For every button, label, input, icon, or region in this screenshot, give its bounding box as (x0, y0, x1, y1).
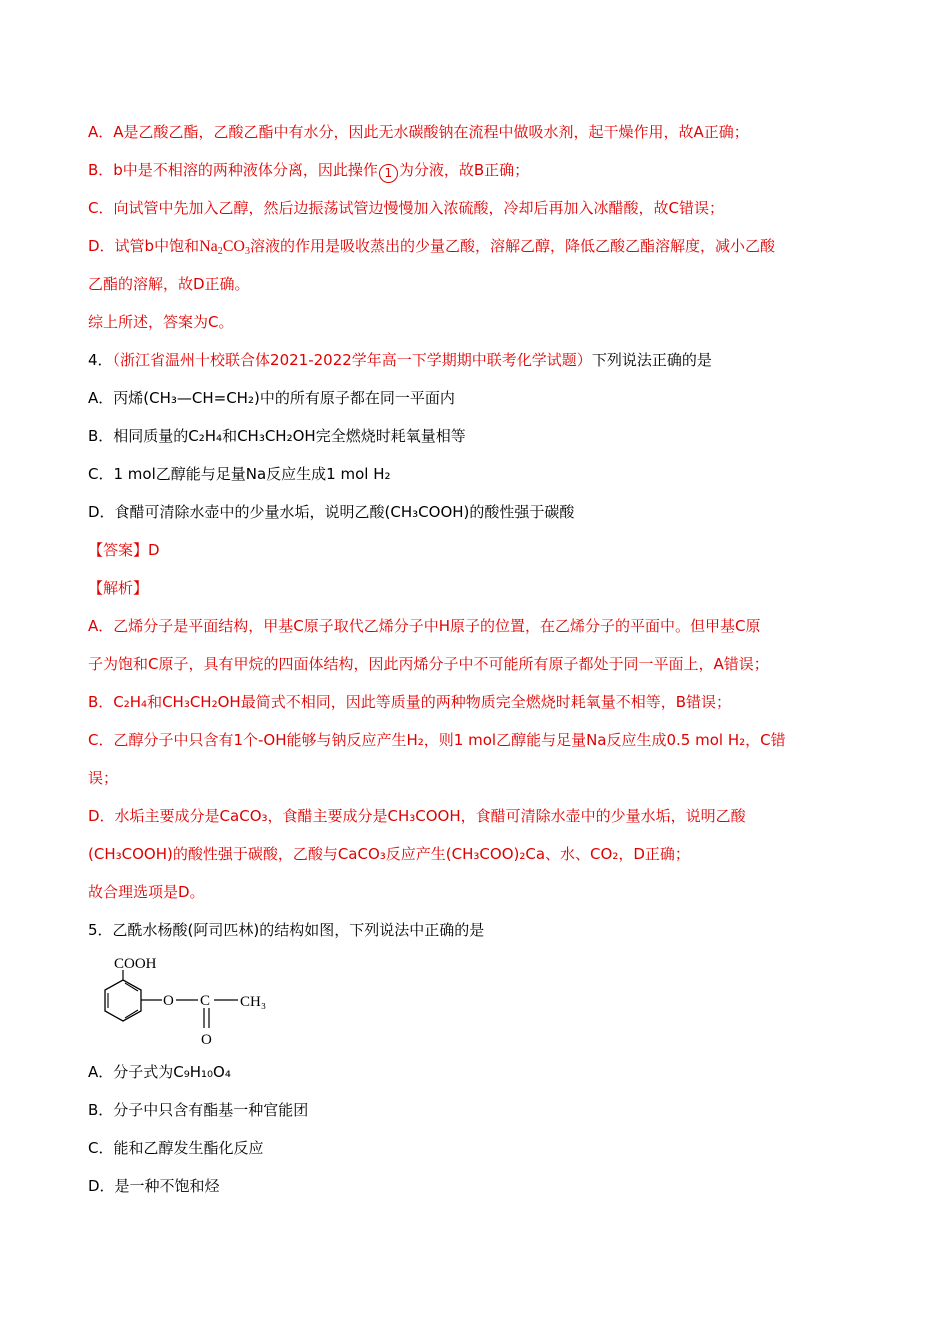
na2co3-formula: $Na_2CO_3$ (199, 238, 250, 257)
q5-option-b: B．分子中只含有酯基一种官能团 (88, 1101, 309, 1119)
q3-explain-d-line1 (88, 236, 775, 257)
q4-explain-b: B．C₂H₄和CH₃CH₂OH最简式不相同，因此等质量的两种物质完全燃烧时耗氧量不相等，B错误； (88, 693, 731, 711)
q4-option-c: C．1 mol乙醇能与足量Na反应生成1 mol H₂ (88, 465, 391, 483)
q3-explain-d-line2: 乙酯的溶解，故D正确。 (88, 275, 250, 293)
q4-answer: 【答案】D (88, 541, 160, 559)
q4-explain-d-line2: (CH₃COOH)的酸性强于碳酸，乙酸与CaCO₃反应产生(CH₃COO)₂Ca、水、CO₂，D正确； (88, 845, 690, 863)
q4-explain-a-line1: A．乙烯分子是平面结构，甲基C原子取代乙烯分子中H原子的位置，在乙烯分子的平面中。但甲基C原 (88, 617, 761, 635)
q4-option-a: A．丙烯(CH₃—CH=CH₂)中的所有原子都在同一平面内 (88, 389, 455, 407)
q3-explain-c: C．向试管中先加入乙醇，然后边振荡试管边慢慢加入浓硫酸，冷却后再加入冰醋酸，故C错误； (88, 199, 724, 217)
q3-explain-b (88, 160, 529, 183)
q5-stem: 5．乙酰水杨酸(阿司匹林)的结构如图，下列说法中正确的是 (88, 921, 485, 939)
circled-number: 1 (379, 164, 398, 183)
q3-explain-d-pre: D．试管b中饱和 (88, 237, 200, 255)
q4-stem-text: 下列说法正确的是 (591, 351, 712, 369)
q4-number: 4． (88, 351, 113, 369)
benzene-ring (105, 980, 141, 1021)
q4-explain-c-line1: C．乙醇分子中只含有1个-OH能够与钠反应产生H₂，则1 mol乙醇能与足量Na反应生成0.5 mol H₂，C错 (88, 731, 786, 749)
ch3-label: CH₃ (240, 994, 267, 1010)
q4-option-d: D．食醋可清除水壶中的少量水垢，说明乙酸(CH₃COOH)的酸性强于碳酸 (88, 503, 575, 521)
q4-explain-a-line2: 子为饱和C原子，具有甲烷的四面体结构，因此丙烯分子中不可能所有原子都处于同一平面上，A错误； (88, 655, 769, 673)
q5-option-c: C．能和乙醇发生酯化反应 (88, 1139, 264, 1157)
q4-stem (88, 350, 712, 370)
aspirin-structure-diagram (92, 952, 282, 1048)
q4-summary: 故合理选项是D。 (88, 883, 205, 901)
q4-source: （浙江省温州十校联合体2021-2022学年高一下学期期中联考化学试题） (112, 351, 592, 369)
carbonyl-o-label: O (201, 1032, 212, 1048)
q3-summary: 综上所述，答案为C。 (88, 313, 234, 331)
cooh-label: COOH (114, 956, 157, 972)
ether-o-label: O (163, 993, 174, 1009)
q5-option-d: D．是一种不饱和烃 (88, 1177, 220, 1195)
q3-explain-b-post: 为分液，故B正确； (398, 161, 530, 179)
q5-option-a: A．分子式为C₉H₁₀O₄ (88, 1063, 231, 1081)
q3-explain-b-pre: B．b中是不相溶的两种液体分离，因此操作 (88, 161, 378, 179)
q4-analysis-label: 【解析】 (88, 579, 149, 597)
q4-explain-c-line2: 误； (88, 769, 119, 787)
q3-explain-a: A．A是乙酸乙酯，乙酸乙酯中有水分，因此无水碳酸钠在流程中做吸水剂，起干燥作用，故A正确； (88, 123, 749, 141)
q3-explain-d-post: 溶液的作用是吸收蒸出的少量乙酸，溶解乙醇，降低乙酸乙酯溶解度，减小乙酸 (249, 237, 775, 255)
q4-option-b: B．相同质量的C₂H₄和CH₃CH₂OH完全燃烧时耗氧量相等 (88, 427, 466, 445)
carbonyl-c-label: C (200, 993, 211, 1009)
q4-explain-d-line1: D．水垢主要成分是CaCO₃，食醋主要成分是CH₃COOH，食醋可清除水壶中的少量水垢，说明乙酸 (88, 807, 746, 825)
